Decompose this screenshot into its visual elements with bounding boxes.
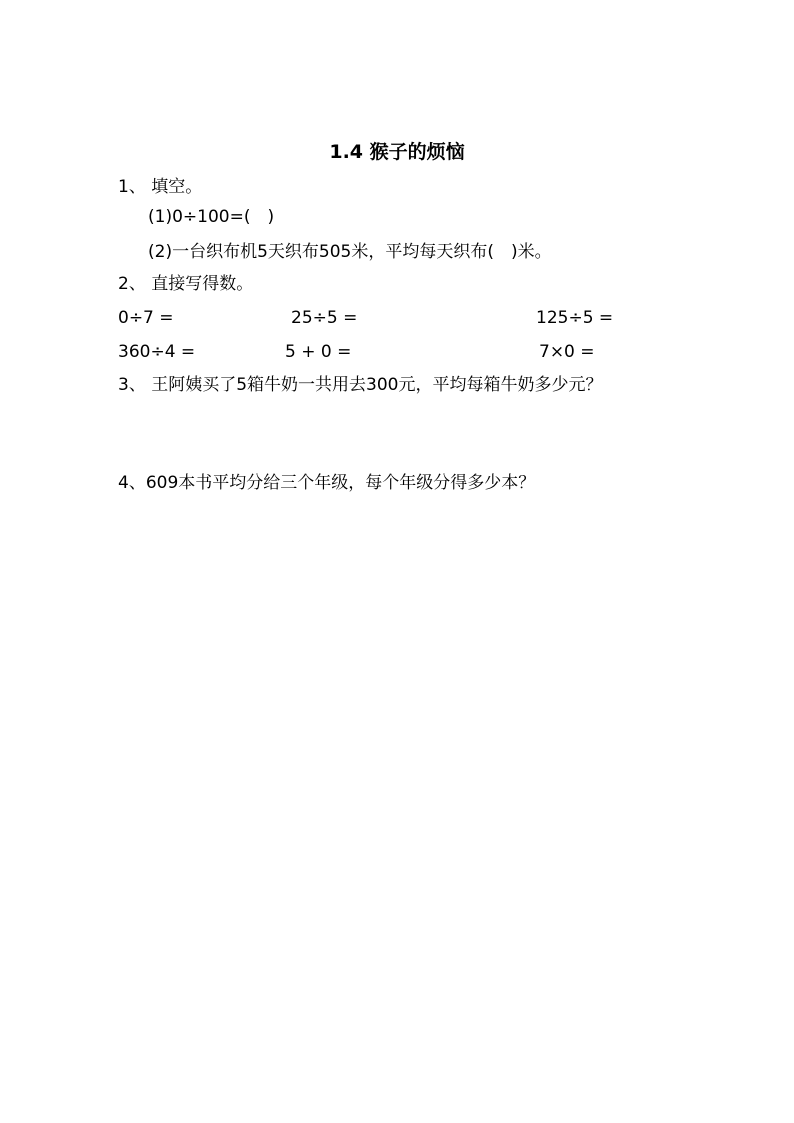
page-title: 1.4 猴子的烦恼 [329, 141, 465, 163]
calc-item: 0÷7 = [118, 308, 174, 328]
calc-item: 25÷5 = [291, 308, 358, 328]
question-1-sub-2: (2)一台织布机5天织布505米，平均每天织布( )米。 [148, 242, 552, 262]
calc-item: 360÷4 = [118, 342, 196, 362]
calc-item: 5 + 0 = [285, 342, 352, 362]
calc-item: 125÷5 = [536, 308, 614, 328]
question-2-heading: 2、 直接写得数。 [118, 274, 254, 294]
question-1-heading: 1、 填空。 [118, 177, 203, 197]
question-3-text: 3、 王阿姨买了5箱牛奶一共用去300元，平均每箱牛奶多少元？ [118, 375, 603, 395]
calc-item: 7×0 = [539, 342, 595, 362]
question-4-text: 4、609本书平均分给三个年级，每个年级分得多少本？ [118, 473, 536, 493]
question-1-sub-1: (1)0÷100=( ) [148, 207, 275, 227]
